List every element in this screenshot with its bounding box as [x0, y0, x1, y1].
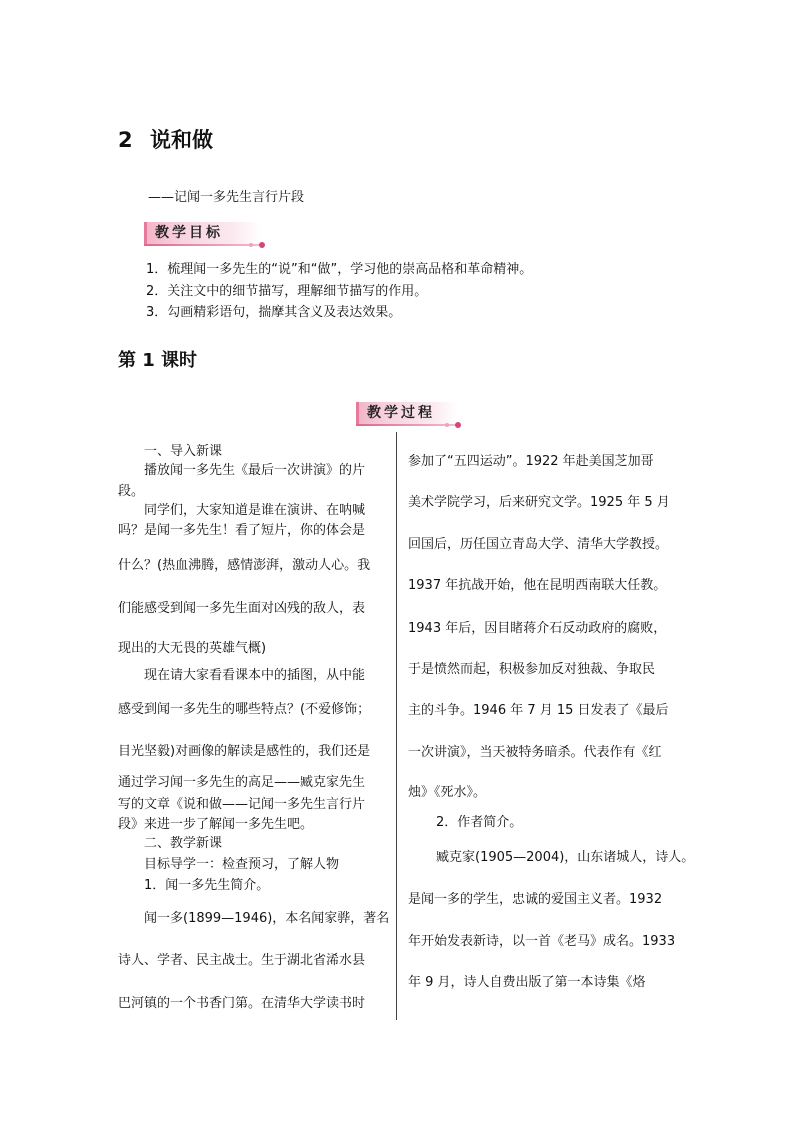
left-line: 感受到闻一多先生的哪些特点？(不爱修饰； [118, 702, 371, 717]
left-line: 目光坚毅)对画像的解读是感性的，我们还是 [118, 744, 371, 759]
right-line: 一次讲演》，当天被特务暗杀。代表作有《红 [408, 745, 662, 760]
process-badge-label: 教学过程 [367, 405, 435, 421]
right-line: 烛》《死水》。 [408, 785, 487, 800]
lesson-title [118, 124, 213, 154]
left-line: 目标导学一：检查预习，了解人物 [144, 857, 340, 872]
left-line: 现在请大家看看课本中的插图，从中能 [144, 668, 366, 683]
lesson-title-text: 说和做 [150, 128, 213, 152]
right-line: 年开始发表新诗，以一首《老马》成名。1933 [408, 934, 676, 949]
right-line: 是闻一多的学生，忠诚的爱国主义者。1932 [408, 892, 663, 907]
right-line: 1937 年抗战开始，他在昆明西南联大任教。 [408, 578, 667, 593]
left-line: 现出的大无畏的英雄气概) [118, 641, 267, 656]
lesson-heading: 第 1 课时 [118, 350, 198, 371]
left-line: 同学们，大家知道是谁在演讲、在呐喊 [144, 503, 366, 518]
right-line: 于是愤然而起，积极参加反对独裁、争取民 [408, 662, 656, 677]
subtitle: ——记闻一多先生言行片段 [148, 190, 305, 205]
lesson-number: 2 [118, 128, 133, 152]
left-line: 二、教学新课 [144, 836, 223, 851]
left-line: 通过学习闻一多先生的高足——臧克家先生 [118, 775, 366, 790]
left-line: 巴河镇的一个书香门第。在清华大学读书时 [118, 996, 366, 1011]
right-line: 年 9 月，诗人自费出版了第一本诗集《烙 [408, 975, 646, 990]
right-line: 美术学院学习，后来研究文学。1925 年 5 月 [408, 495, 670, 510]
left-line: 一、导入新课 [144, 444, 223, 459]
right-line: 主的斗争。1946 年 7 月 15 日发表了《最后 [408, 703, 669, 718]
right-line: 回国后，历任国立青岛大学、清华大学教授。 [408, 537, 669, 552]
goal-item: 1．梳理闻一多先生的“说”和“做”，学习他的崇高品格和革命精神。 [146, 262, 533, 277]
left-line: 诗人、学者、民主战士。生于湖北省浠水县 [118, 953, 366, 968]
process-badge [356, 402, 457, 424]
goals-badge-label: 教学目标 [155, 225, 223, 241]
right-line: 臧克家(1905—2004)，山东诸城人，诗人。 [436, 850, 695, 865]
left-line: 什么？(热血沸腾，感情澎湃，激动人心。我 [118, 558, 371, 573]
left-line: 段》来进一步了解闻一多先生吧。 [118, 817, 314, 832]
left-line: 1．闻一多先生简介。 [144, 878, 270, 893]
left-line: 们能感受到闻一多先生面对凶残的敌人，表 [118, 601, 366, 616]
left-line: 播放闻一多先生《最后一次讲演》的片 [144, 463, 366, 478]
right-line: 参加了“五四运动”。1922 年赴美国芝加哥 [408, 454, 654, 469]
right-line: 1943 年后，因目睹蒋介石反动政府的腐败， [408, 621, 667, 636]
left-line: 闻一多(1899—1946)，本名闻家骅，著名 [144, 911, 390, 926]
left-line: 写的文章《说和做——记闻一多先生言行片 [118, 797, 366, 812]
left-line: 段。 [118, 484, 145, 499]
left-line: 吗？是闻一多先生！看了短片，你的体会是 [118, 523, 366, 538]
goal-item: 2．关注文中的细节描写，理解细节描写的作用。 [146, 284, 428, 299]
goal-item: 3．勾画精彩语句，揣摩其含义及表达效果。 [146, 305, 402, 320]
right-line: 2．作者简介。 [436, 815, 523, 830]
column-divider [396, 432, 397, 1020]
goals-badge [144, 222, 261, 244]
